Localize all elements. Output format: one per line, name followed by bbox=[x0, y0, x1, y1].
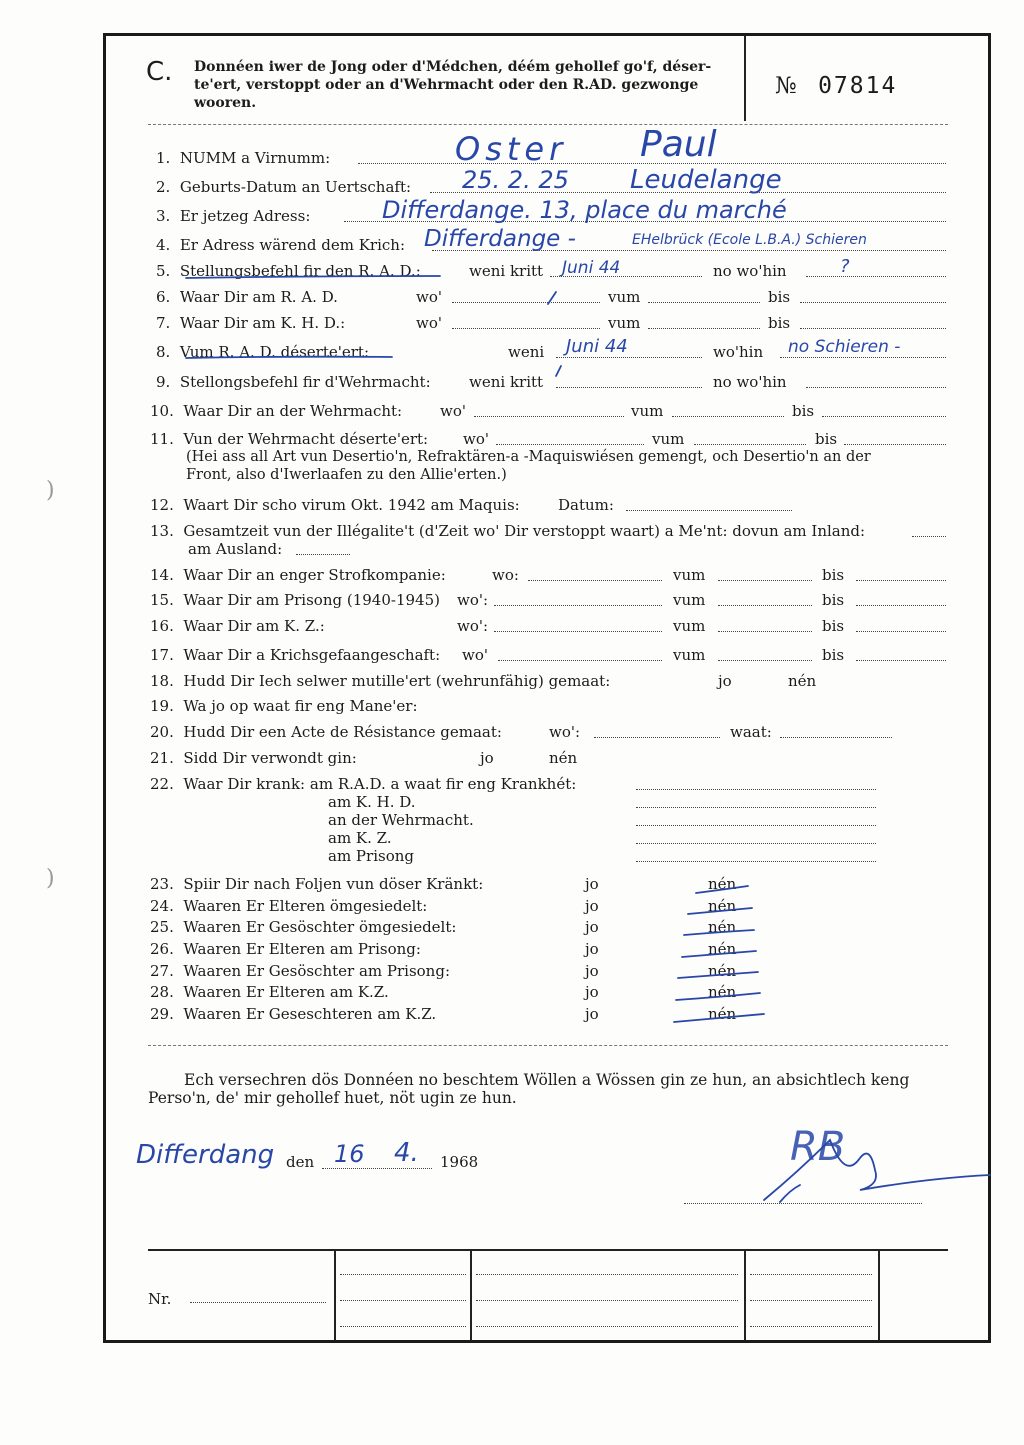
row-25: 25. Waaren Er Gesöschter ömgesiedelt: bbox=[150, 918, 457, 936]
row-18: 18. Hudd Dir Iech selwer mutille'ert (wehrunfähig) gemaat: bbox=[150, 672, 611, 690]
row-13-abroad-label: am Ausland: bbox=[188, 540, 283, 558]
row-21-no[interactable]: nén bbox=[549, 749, 578, 767]
handwritten-rad-when: Juni 44 bbox=[562, 258, 621, 278]
row-24-yes[interactable]: jo bbox=[585, 897, 599, 915]
row-7-where-label: wo' bbox=[416, 314, 442, 332]
row-26-yes[interactable]: jo bbox=[585, 940, 599, 958]
row-10: 10. Waar Dir an der Wehrmacht: bbox=[150, 402, 403, 420]
header-title: Donnéen iwer de Jong oder d'Médchen, déém gehollef go'f, déser- te'ert, verstoppt oder an d'Wehrmacht oder den R.AD. gezwonge wooren. bbox=[194, 59, 712, 111]
row-11-to-label: bis bbox=[815, 430, 838, 448]
row-27-no[interactable]: nén bbox=[708, 962, 737, 980]
row-17-where-label: wo' bbox=[462, 646, 488, 664]
handwritten-signature: RB bbox=[790, 1124, 846, 1170]
footer-cell-field[interactable] bbox=[476, 1326, 738, 1327]
row-11-where-label: wo' bbox=[463, 430, 489, 448]
row-7-to-label: bis bbox=[768, 314, 791, 332]
row-7-from-label: vum bbox=[608, 314, 641, 332]
row-22-sub: am K. H. D. an der Wehrmacht. am K. Z. am Prisong bbox=[328, 793, 474, 865]
date-den: den bbox=[286, 1153, 315, 1171]
row-13: 13. Gesamtzeit vun der Illégalite't (d'Zeit wo' Dir verstoppt waart) a Me'nt: dovun am Inland: bbox=[150, 522, 866, 540]
row-4: 4. Er Adress wärend dem Krich: bbox=[156, 236, 406, 254]
row-14-to-label: bis bbox=[822, 566, 845, 584]
punch-hole-mark: ) bbox=[46, 478, 55, 503]
row-16-to-label: bis bbox=[822, 617, 845, 635]
row-9-where-label: no wo'hin bbox=[713, 373, 787, 391]
row-16-where-label: wo': bbox=[457, 617, 489, 635]
handwritten-last-name: Oster bbox=[455, 130, 568, 168]
row-8: 8. Vum R. A. D. déserte'ert: bbox=[156, 343, 369, 361]
row-29-no[interactable]: nén bbox=[708, 1005, 737, 1023]
row-12-date-label: Datum: bbox=[558, 496, 614, 514]
footer-nr-field[interactable] bbox=[190, 1302, 326, 1303]
row-24: 24. Waaren Er Elteren ömgesiedelt: bbox=[150, 897, 428, 915]
row-17-to-label: bis bbox=[822, 646, 845, 664]
date-year: 1968 bbox=[440, 1153, 479, 1171]
number-sign: № bbox=[775, 73, 797, 99]
footer-cell-field[interactable] bbox=[750, 1274, 872, 1275]
footer-col-divider bbox=[744, 1250, 746, 1340]
handwritten-address: Differdange. 13, place du marché bbox=[382, 196, 787, 224]
footer-nr-label: Nr. bbox=[148, 1290, 172, 1308]
row-23: 23. Spiir Dir nach Foljen vun döser Kränkt: bbox=[150, 875, 484, 893]
row-6-from-label: vum bbox=[608, 288, 641, 306]
row-23-no[interactable]: nén bbox=[708, 875, 737, 893]
row-6-where-label: wo' bbox=[416, 288, 442, 306]
row-10-where-label: wo' bbox=[440, 402, 466, 420]
date-day-month-field[interactable] bbox=[322, 1168, 432, 1169]
row-14-where-label: wo: bbox=[492, 566, 519, 584]
handwritten-desert-when: Juni 44 bbox=[566, 336, 628, 357]
row-12: 12. Waart Dir scho virum Okt. 1942 am Maquis: bbox=[150, 496, 520, 514]
footer-col-divider bbox=[334, 1250, 336, 1340]
row-8-where-label: wo'hin bbox=[713, 343, 764, 361]
row-5-when-label: weni kritt bbox=[469, 262, 544, 280]
row-15: 15. Waar Dir am Prisong (1940-1945) bbox=[150, 591, 440, 609]
row-14-from-label: vum bbox=[673, 566, 706, 584]
row-25-yes[interactable]: jo bbox=[585, 918, 599, 936]
row-29: 29. Waaren Er Geseschteren am K.Z. bbox=[150, 1005, 437, 1023]
row-26: 26. Waaren Er Elteren am Prisong: bbox=[150, 940, 421, 958]
row-15-where-label: wo': bbox=[457, 591, 489, 609]
row-5: 5. Stellungsbefehl fir den R. A. D.: bbox=[156, 262, 421, 280]
row-2: 2. Geburts-Datum an Uertschaft: bbox=[156, 178, 412, 196]
footer-cell-field[interactable] bbox=[476, 1300, 738, 1301]
row-27-yes[interactable]: jo bbox=[585, 962, 599, 980]
row-10-to-label: bis bbox=[792, 402, 815, 420]
row-17-from-label: vum bbox=[673, 646, 706, 664]
row-19: 19. Wa jo op waat fir eng Mane'er: bbox=[150, 697, 418, 715]
footer-col-divider bbox=[470, 1250, 472, 1340]
row-11-note: (Hei ass all Art vun Desertio'n, Refraktären-a -Maquiswiésen gemengt, och Desertio'n an der Front, also d'Iwerlaafen zu den Allie'erten.) bbox=[186, 449, 871, 483]
footer-cell-field[interactable] bbox=[340, 1274, 466, 1275]
row-21-yes[interactable]: jo bbox=[480, 749, 494, 767]
row-9: 9. Stellongsbefehl fir d'Wehrmacht: bbox=[156, 373, 431, 391]
handwritten-birth-place: Leudelange bbox=[630, 165, 782, 195]
row-1: 1. NUMM a Virnumm: bbox=[156, 149, 331, 167]
row-15-to-label: bis bbox=[822, 591, 845, 609]
row-8-when-label: weni bbox=[508, 343, 545, 361]
handwritten-birth-date: 25. 2. 25 bbox=[462, 166, 569, 194]
bottom-divider bbox=[148, 1045, 948, 1046]
declaration-text: Ech versechren dös Donnéen no beschtem Wöllen a Wössen gin ze hun, an absichtlech keng Perso'n, de' mir gehollef huet, nöt ugin ze hun. bbox=[148, 1071, 910, 1107]
row-29-yes[interactable]: jo bbox=[585, 1005, 599, 1023]
row-18-yes[interactable]: jo bbox=[718, 672, 732, 690]
row-11-from-label: vum bbox=[652, 430, 685, 448]
row-3: 3. Er jetzeg Adress: bbox=[156, 207, 311, 225]
footer-col-divider bbox=[878, 1250, 880, 1340]
footer-cell-field[interactable] bbox=[476, 1274, 738, 1275]
row-20: 20. Hudd Dir een Acte de Résistance gemaat: bbox=[150, 723, 502, 741]
signature-field[interactable] bbox=[684, 1203, 922, 1204]
row-28: 28. Waaren Er Elteren am K.Z. bbox=[150, 983, 389, 1001]
handwritten-month: 4. bbox=[394, 1138, 419, 1168]
number-value: 07814 bbox=[818, 73, 898, 99]
row-10-from-label: vum bbox=[631, 402, 664, 420]
row-25-no[interactable]: nén bbox=[708, 918, 737, 936]
row-15-from-label: vum bbox=[673, 591, 706, 609]
handwritten-war-address-2: EHelbrück (Ecole L.B.A.) Schieren bbox=[632, 232, 867, 248]
row-18-no[interactable]: nén bbox=[788, 672, 817, 690]
row-20-what-label: waat: bbox=[730, 723, 772, 741]
row-27: 27. Waaren Er Gesöschter am Prisong: bbox=[150, 962, 451, 980]
row-23-yes[interactable]: jo bbox=[585, 875, 599, 893]
handwritten-desert-where: no Schieren - bbox=[788, 337, 901, 357]
footer-cell-field[interactable] bbox=[750, 1326, 872, 1327]
row-28-yes[interactable]: jo bbox=[585, 983, 599, 1001]
row-28-no[interactable]: nén bbox=[708, 983, 737, 1001]
handwritten-place: Differdang bbox=[136, 1140, 275, 1170]
row-9-when-label: weni kritt bbox=[469, 373, 544, 391]
row-26-no[interactable]: nén bbox=[708, 940, 737, 958]
footer-cell-field[interactable] bbox=[750, 1300, 872, 1301]
row-11: 11. Vun der Wehrmacht déserte'ert: bbox=[150, 430, 429, 448]
handwritten-rad-where: ? bbox=[840, 256, 850, 277]
row-21: 21. Sidd Dir verwondt gin: bbox=[150, 749, 357, 767]
row-16: 16. Waar Dir am K. Z.: bbox=[150, 617, 325, 635]
row-6: 6. Waar Dir am R. A. D. bbox=[156, 288, 338, 306]
handwritten-first-name: Paul bbox=[640, 124, 717, 165]
footer-rule bbox=[148, 1249, 948, 1251]
punch-hole-mark: ) bbox=[46, 866, 55, 891]
row-20-where-label: wo': bbox=[549, 723, 581, 741]
row-14: 14. Waar Dir an enger Strofkompanie: bbox=[150, 566, 446, 584]
row-17: 17. Waar Dir a Krichsgefaangeschaft: bbox=[150, 646, 441, 664]
row-7: 7. Waar Dir am K. H. D.: bbox=[156, 314, 346, 332]
row-6-to-label: bis bbox=[768, 288, 791, 306]
footer-cell-field[interactable] bbox=[340, 1326, 466, 1327]
footer-cell-field[interactable] bbox=[340, 1300, 466, 1301]
row-5-where-label: no wo'hin bbox=[713, 262, 787, 280]
row-22: 22. Waar Dir krank: am R.A.D. a waat fir eng Krankhét: bbox=[150, 775, 577, 793]
handwritten-war-address-1: Differdange - bbox=[424, 226, 576, 252]
row-16-from-label: vum bbox=[673, 617, 706, 635]
section-letter: C. bbox=[146, 57, 173, 87]
handwritten-day: 16 bbox=[334, 1140, 365, 1168]
row-24-no[interactable]: nén bbox=[708, 897, 737, 915]
